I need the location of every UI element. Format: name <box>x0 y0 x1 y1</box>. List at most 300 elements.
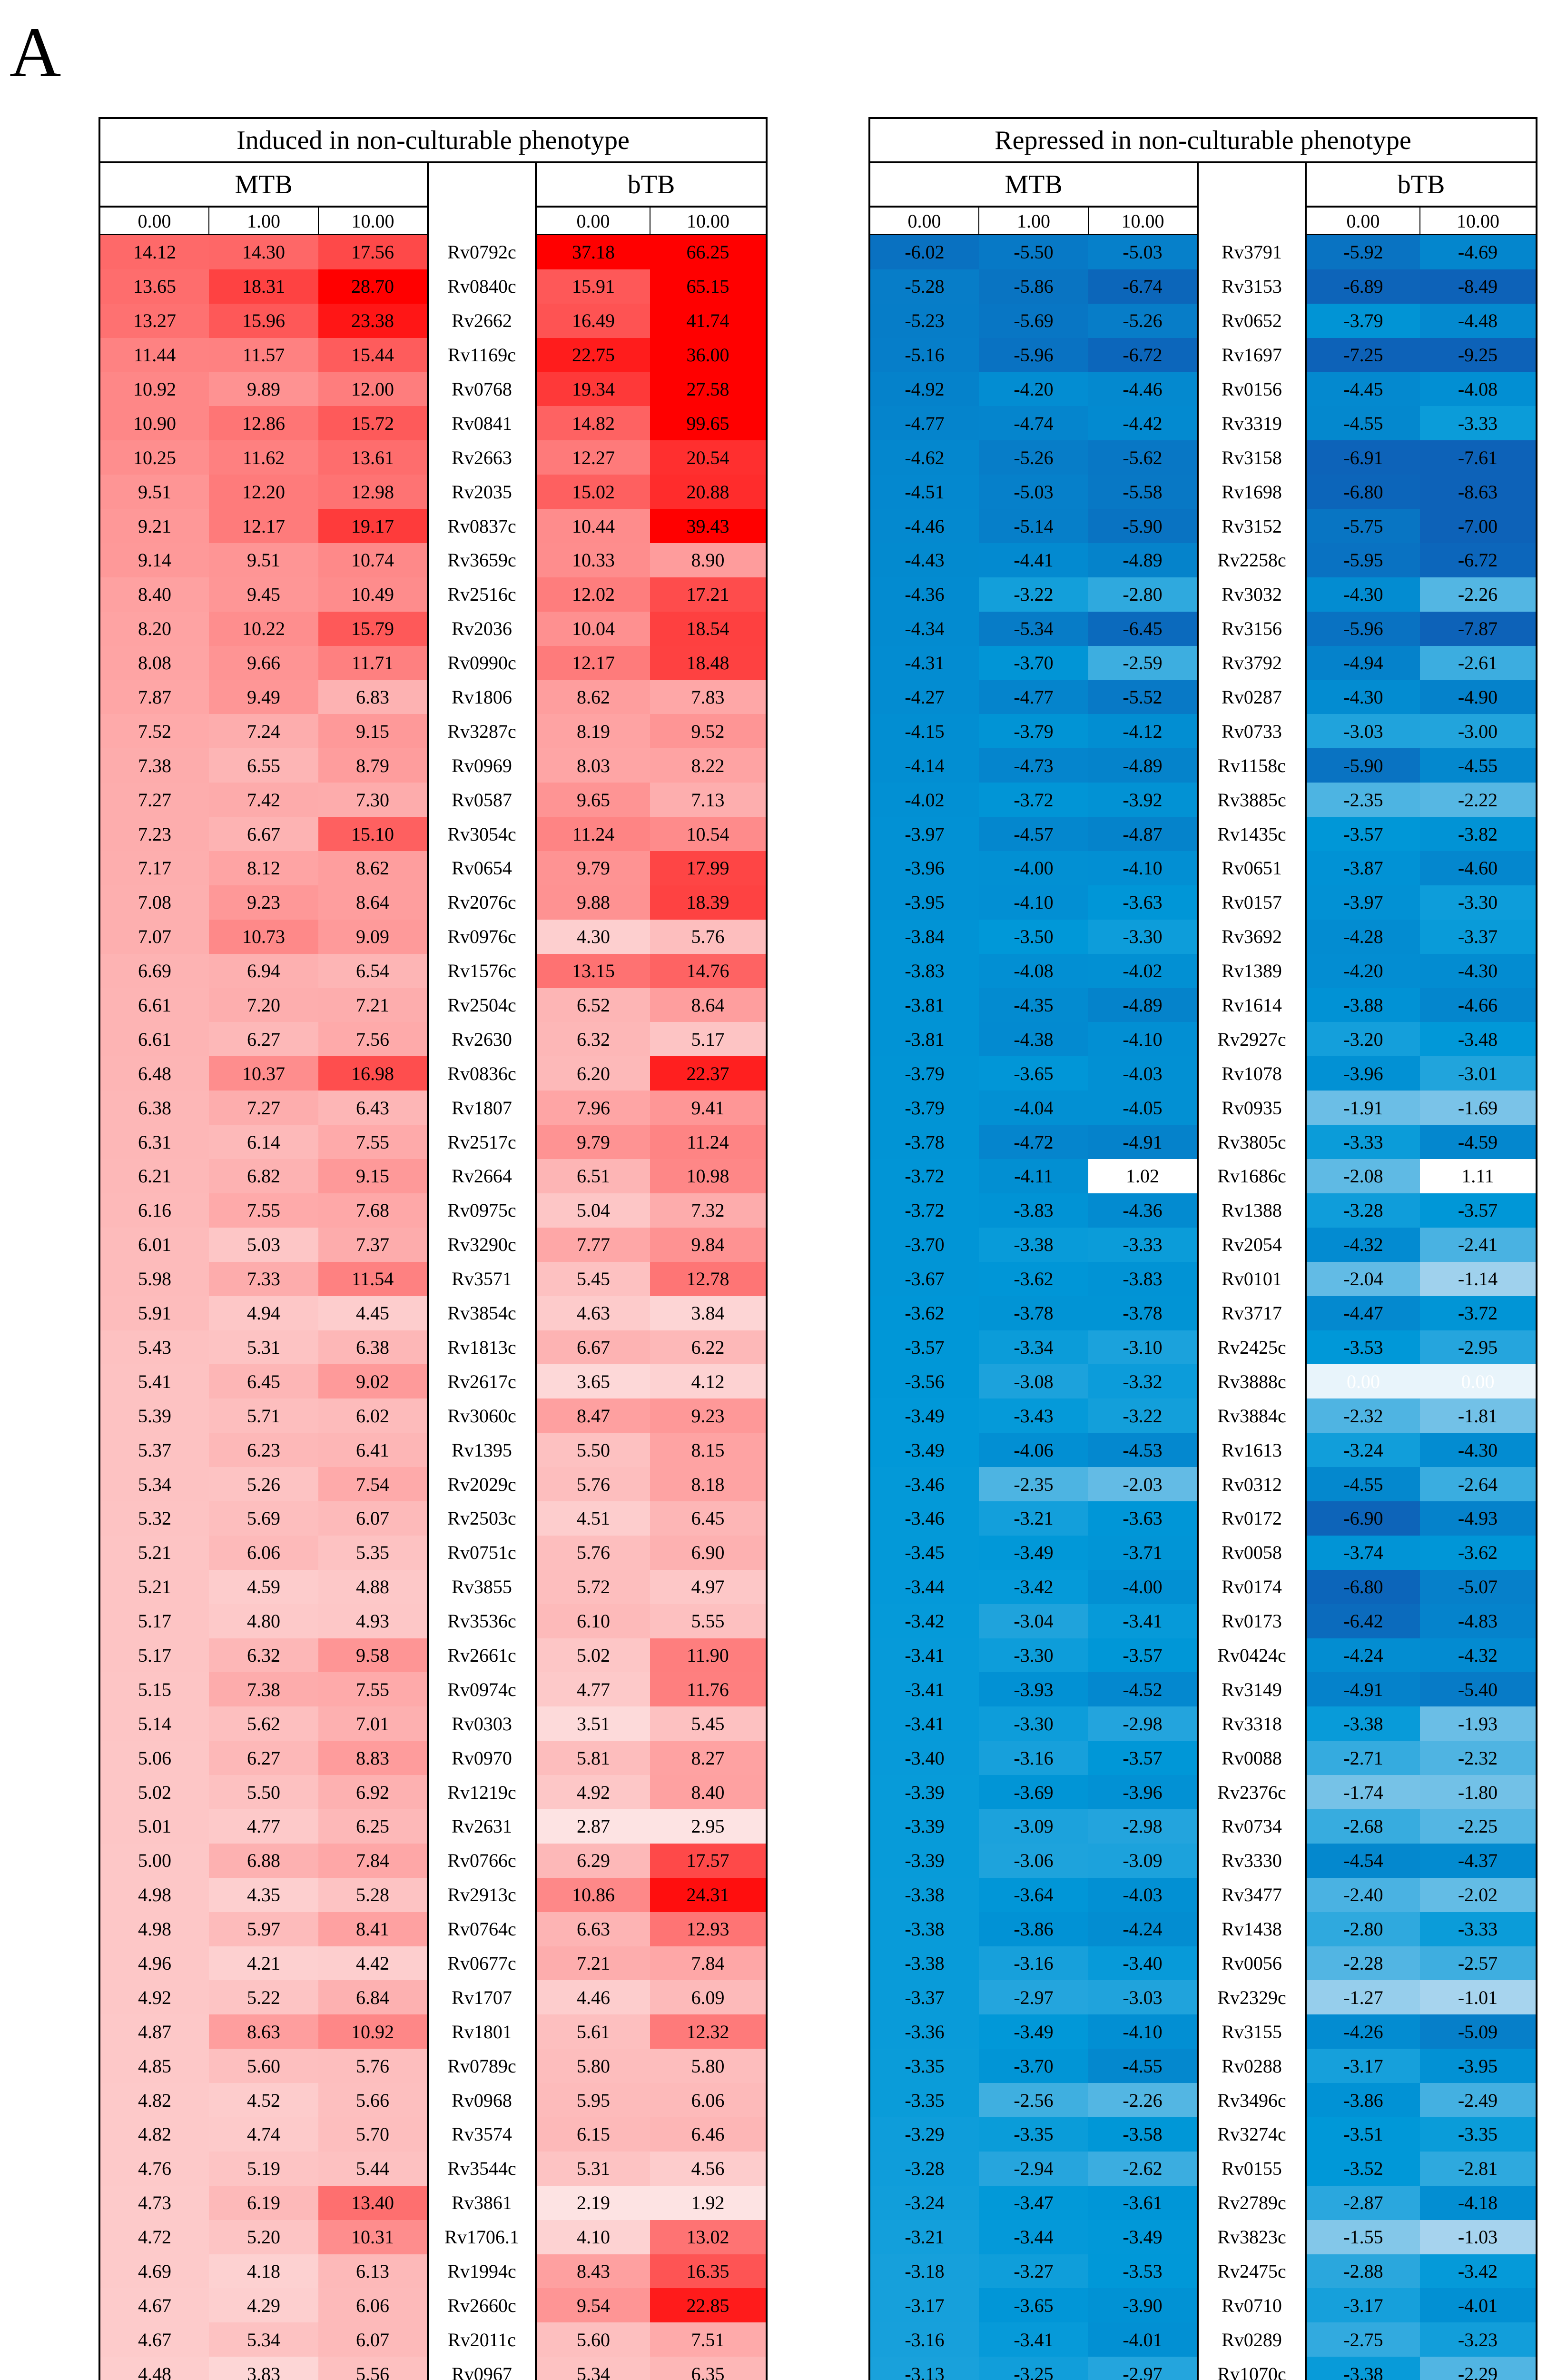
repressed-gene-cell: Rv3884c <box>1198 1398 1306 1433</box>
repressed-value-cell: -4.91 <box>1088 1125 1198 1159</box>
repressed-value-cell: -5.40 <box>1420 1672 1537 1706</box>
repressed-conc-mtb-2: 10.00 <box>1088 207 1198 235</box>
induced-rows <box>99 235 767 2380</box>
repressed-value-cell: -4.26 <box>1306 2014 1420 2049</box>
induced-value-cell: 4.42 <box>318 1946 428 1981</box>
repressed-value-cell: -2.26 <box>1420 577 1537 612</box>
repressed-value-cell: -4.34 <box>869 612 979 646</box>
repressed-value-cell: -3.30 <box>979 1638 1088 1673</box>
repressed-value-cell: -4.02 <box>869 783 979 817</box>
repressed-value-cell: -6.80 <box>1306 1570 1420 1604</box>
induced-row <box>99 1022 767 1056</box>
induced-row <box>99 1125 767 1159</box>
induced-gene-cell: Rv0792c <box>428 235 536 269</box>
induced-value-cell: 7.30 <box>318 783 428 817</box>
repressed-row <box>869 1775 1537 1809</box>
induced-value-cell: 7.55 <box>318 1125 428 1159</box>
repressed-value-cell: -4.10 <box>1088 2014 1198 2049</box>
induced-gene-cell: Rv1807 <box>428 1091 536 1125</box>
repressed-gene-cell: Rv1388 <box>1198 1193 1306 1228</box>
induced-value-cell: 9.54 <box>536 2288 650 2322</box>
induced-row <box>99 1809 767 1844</box>
repressed-value-cell: -3.30 <box>979 1706 1088 1741</box>
repressed-value-cell: -3.35 <box>869 2083 979 2117</box>
repressed-gene-cell: Rv3274c <box>1198 2117 1306 2152</box>
repressed-row <box>869 304 1537 338</box>
repressed-value-cell: -3.57 <box>1420 1193 1537 1228</box>
induced-value-cell: 13.65 <box>99 269 209 304</box>
repressed-value-cell: -8.63 <box>1420 475 1537 509</box>
repressed-value-cell: -4.69 <box>1420 235 1537 269</box>
repressed-value-cell: -6.80 <box>1306 475 1420 509</box>
induced-value-cell: 19.34 <box>536 372 650 407</box>
induced-value-cell: 5.04 <box>536 1193 650 1228</box>
induced-value-cell: 4.80 <box>209 1604 318 1638</box>
repressed-value-cell: 0.00 <box>1306 1364 1420 1398</box>
induced-value-cell: 10.37 <box>209 1056 318 1091</box>
repressed-rows <box>869 235 1537 2380</box>
induced-value-cell: 41.74 <box>650 304 767 338</box>
induced-value-cell: 5.72 <box>536 1570 650 1604</box>
induced-gene-cell: Rv0976c <box>428 920 536 954</box>
repressed-value-cell: -3.53 <box>1088 2254 1198 2289</box>
induced-value-cell: 9.49 <box>209 680 318 714</box>
repressed-value-cell: -3.35 <box>979 2117 1088 2152</box>
repressed-gene-cell: Rv0056 <box>1198 1946 1306 1981</box>
repressed-row <box>869 1364 1537 1398</box>
induced-value-cell: 11.57 <box>209 338 318 372</box>
repressed-value-cell: -4.02 <box>1088 954 1198 988</box>
repressed-value-cell: -3.33 <box>1420 406 1537 440</box>
induced-value-cell: 8.15 <box>650 1433 767 1467</box>
repressed-row <box>869 1467 1537 1501</box>
induced-value-cell: 7.07 <box>99 920 209 954</box>
induced-row <box>99 748 767 783</box>
induced-value-cell: 8.62 <box>318 851 428 885</box>
repressed-row <box>869 269 1537 304</box>
repressed-value-cell: -3.63 <box>1088 885 1198 920</box>
repressed-value-cell: -3.16 <box>869 2322 979 2357</box>
induced-value-cell: 12.27 <box>536 440 650 475</box>
induced-value-cell: 5.45 <box>650 1706 767 1741</box>
repressed-value-cell: -4.53 <box>1088 1433 1198 1467</box>
repressed-value-cell: -4.27 <box>869 680 979 714</box>
induced-value-cell: 12.17 <box>536 646 650 680</box>
induced-gene-cell: Rv1806 <box>428 680 536 714</box>
repressed-value-cell: -2.81 <box>1420 2152 1537 2186</box>
repressed-value-cell: -4.03 <box>1088 1878 1198 1912</box>
induced-value-cell: 7.42 <box>209 783 318 817</box>
repressed-value-cell: -2.56 <box>979 2083 1088 2117</box>
induced-row <box>99 2014 767 2049</box>
induced-gene-cell: Rv3855 <box>428 1570 536 1604</box>
repressed-value-cell: -3.64 <box>979 1878 1088 1912</box>
repressed-gene-cell: Rv0156 <box>1198 372 1306 407</box>
repressed-gene-cell: Rv2054 <box>1198 1228 1306 1262</box>
induced-gene-cell: Rv2503c <box>428 1501 536 1536</box>
repressed-gene-cell: Rv0935 <box>1198 1091 1306 1125</box>
repressed-value-cell: -2.22 <box>1420 783 1537 817</box>
induced-value-cell: 4.72 <box>99 2220 209 2254</box>
induced-gene-cell: Rv0751c <box>428 1536 536 1570</box>
repressed-value-cell: -3.79 <box>869 1091 979 1125</box>
induced-value-cell: 7.33 <box>209 1262 318 1296</box>
induced-value-cell: 4.59 <box>209 1570 318 1604</box>
repressed-value-cell: -3.17 <box>869 2288 979 2322</box>
induced-value-cell: 65.15 <box>650 269 767 304</box>
induced-value-cell: 24.31 <box>650 1878 767 1912</box>
repressed-row <box>869 2152 1537 2186</box>
repressed-value-cell: -3.42 <box>979 1570 1088 1604</box>
repressed-row <box>869 1433 1537 1467</box>
repressed-gene-cell: Rv2425c <box>1198 1330 1306 1365</box>
repressed-gene-cell: Rv0157 <box>1198 885 1306 920</box>
repressed-gene-cell: Rv0651 <box>1198 851 1306 885</box>
repressed-value-cell: -2.61 <box>1420 646 1537 680</box>
repressed-value-cell: -3.36 <box>869 2014 979 2049</box>
repressed-row <box>869 440 1537 475</box>
induced-gene-cell: Rv2664 <box>428 1159 536 1193</box>
repressed-value-cell: -3.38 <box>1306 1706 1420 1741</box>
repressed-row <box>869 1741 1537 1775</box>
repressed-value-cell: -3.81 <box>869 1022 979 1056</box>
induced-value-cell: 6.15 <box>536 2117 650 2152</box>
repressed-gene-cell: Rv2258c <box>1198 543 1306 577</box>
induced-value-cell: 6.67 <box>536 1330 650 1365</box>
induced-row <box>99 1364 767 1398</box>
repressed-value-cell: -3.24 <box>869 2186 979 2220</box>
induced-gene-cell: Rv0840c <box>428 269 536 304</box>
repressed-value-cell: -4.30 <box>1306 680 1420 714</box>
induced-value-cell: 8.40 <box>99 577 209 612</box>
induced-value-cell: 17.99 <box>650 851 767 885</box>
induced-value-cell: 6.32 <box>209 1638 318 1673</box>
repressed-gene-cell: Rv3888c <box>1198 1364 1306 1398</box>
induced-value-cell: 6.83 <box>318 680 428 714</box>
repressed-value-cell: -3.49 <box>869 1398 979 1433</box>
repressed-value-cell: -3.40 <box>869 1741 979 1775</box>
induced-value-cell: 10.44 <box>536 509 650 543</box>
induced-row <box>99 2152 767 2186</box>
induced-value-cell: 7.84 <box>318 1844 428 1878</box>
repressed-gene-cell: Rv2376c <box>1198 1775 1306 1809</box>
repressed-gene-cell: Rv2789c <box>1198 2186 1306 2220</box>
repressed-value-cell: -4.55 <box>1306 406 1420 440</box>
induced-value-cell: 4.96 <box>99 1946 209 1981</box>
repressed-value-cell: -3.27 <box>979 2254 1088 2289</box>
induced-row <box>99 1330 767 1365</box>
repressed-value-cell: -4.12 <box>1088 714 1198 748</box>
induced-value-cell: 20.54 <box>650 440 767 475</box>
induced-value-cell: 10.22 <box>209 612 318 646</box>
repressed-value-cell: -4.35 <box>979 988 1088 1022</box>
induced-value-cell: 5.17 <box>99 1638 209 1673</box>
induced-value-cell: 10.92 <box>318 2014 428 2049</box>
repressed-value-cell: -3.13 <box>869 2357 979 2380</box>
induced-value-cell: 12.32 <box>650 2014 767 2049</box>
repressed-value-cell: -3.95 <box>869 885 979 920</box>
repressed-value-cell: -2.59 <box>1088 646 1198 680</box>
induced-value-cell: 5.76 <box>536 1536 650 1570</box>
repressed-value-cell: -4.89 <box>1088 748 1198 783</box>
repressed-value-cell: -2.87 <box>1306 2186 1420 2220</box>
induced-value-cell: 6.55 <box>209 748 318 783</box>
repressed-gene-cell: Rv3496c <box>1198 2083 1306 2117</box>
repressed-value-cell: -2.49 <box>1420 2083 1537 2117</box>
induced-row <box>99 954 767 988</box>
induced-row <box>99 1706 767 1741</box>
induced-value-cell: 5.80 <box>650 2049 767 2083</box>
repressed-row <box>869 1980 1537 2014</box>
induced-value-cell: 7.52 <box>99 714 209 748</box>
repressed-value-cell: -1.27 <box>1306 1980 1420 2014</box>
repressed-value-cell: -7.87 <box>1420 612 1537 646</box>
repressed-gene-cell: Rv0733 <box>1198 714 1306 748</box>
repressed-value-cell: -4.01 <box>1420 2288 1537 2322</box>
induced-value-cell: 8.83 <box>318 1741 428 1775</box>
induced-gene-cell: Rv1813c <box>428 1330 536 1365</box>
induced-value-cell: 5.62 <box>209 1706 318 1741</box>
induced-gene-cell: Rv2913c <box>428 1878 536 1912</box>
induced-value-cell: 7.54 <box>318 1467 428 1501</box>
repressed-value-cell: -4.54 <box>1306 1844 1420 1878</box>
induced-value-cell: 7.84 <box>650 1946 767 1981</box>
induced-value-cell: 6.23 <box>209 1433 318 1467</box>
repressed-value-cell: -3.86 <box>979 1912 1088 1946</box>
induced-row <box>99 1570 767 1604</box>
repressed-value-cell: -3.33 <box>1306 1125 1420 1159</box>
induced-value-cell: 4.18 <box>209 2254 318 2289</box>
repressed-value-cell: -3.79 <box>869 1056 979 1091</box>
repressed-value-cell: -1.93 <box>1420 1706 1537 1741</box>
repressed-heatmap-table <box>868 117 1537 2380</box>
repressed-value-cell: -5.58 <box>1088 475 1198 509</box>
induced-value-cell: 12.86 <box>209 406 318 440</box>
induced-value-cell: 8.18 <box>650 1467 767 1501</box>
induced-value-cell: 5.98 <box>99 1262 209 1296</box>
repressed-value-cell: -3.70 <box>869 1228 979 1262</box>
repressed-value-cell: -2.88 <box>1306 2254 1420 2289</box>
repressed-gene-cell: Rv1686c <box>1198 1159 1306 1193</box>
repressed-gene-cell: Rv3149 <box>1198 1672 1306 1706</box>
induced-value-cell: 12.20 <box>209 475 318 509</box>
repressed-value-cell: -3.22 <box>1088 1398 1198 1433</box>
repressed-value-cell: -2.62 <box>1088 2152 1198 2186</box>
induced-row <box>99 1741 767 1775</box>
repressed-value-cell: -3.17 <box>1306 2049 1420 2083</box>
repressed-gene-cell: Rv3032 <box>1198 577 1306 612</box>
induced-gene-cell: Rv2035 <box>428 475 536 509</box>
induced-value-cell: 10.86 <box>536 1878 650 1912</box>
repressed-row <box>869 1501 1537 1536</box>
induced-row <box>99 1912 767 1946</box>
induced-value-cell: 5.21 <box>99 1570 209 1604</box>
induced-value-cell: 39.43 <box>650 509 767 543</box>
repressed-row <box>869 2014 1537 2049</box>
induced-value-cell: 9.41 <box>650 1091 767 1125</box>
induced-value-cell: 15.02 <box>536 475 650 509</box>
repressed-value-cell: -1.14 <box>1420 1262 1537 1296</box>
repressed-value-cell: -2.94 <box>979 2152 1088 2186</box>
repressed-value-cell: -4.92 <box>869 372 979 407</box>
induced-value-cell: 5.19 <box>209 2152 318 2186</box>
repressed-value-cell: -3.06 <box>979 1844 1088 1878</box>
induced-value-cell: 5.39 <box>99 1398 209 1433</box>
repressed-row <box>869 1912 1537 1946</box>
repressed-value-cell: -3.74 <box>1306 1536 1420 1570</box>
repressed-value-cell: -2.98 <box>1088 1809 1198 1844</box>
repressed-row <box>869 1809 1537 1844</box>
repressed-value-cell: -3.78 <box>1088 1296 1198 1330</box>
induced-value-cell: 9.79 <box>536 1125 650 1159</box>
induced-value-cell: 5.35 <box>318 1536 428 1570</box>
induced-value-cell: 5.32 <box>99 1501 209 1536</box>
repressed-value-cell: -3.35 <box>869 2049 979 2083</box>
induced-value-cell: 4.88 <box>318 1570 428 1604</box>
induced-value-cell: 8.63 <box>209 2014 318 2049</box>
repressed-value-cell: -3.83 <box>979 1193 1088 1228</box>
induced-value-cell: 5.17 <box>650 1022 767 1056</box>
repressed-value-cell: -3.08 <box>979 1364 1088 1398</box>
induced-gene-cell: Rv1576c <box>428 954 536 988</box>
induced-row <box>99 1501 767 1536</box>
repressed-value-cell: -4.45 <box>1306 372 1420 407</box>
repressed-value-cell: -4.32 <box>1420 1638 1537 1673</box>
repressed-conc-btb-1: 10.00 <box>1420 207 1537 235</box>
induced-gene-cell: Rv2661c <box>428 1638 536 1673</box>
repressed-gene-cell: Rv0287 <box>1198 680 1306 714</box>
repressed-row <box>869 1228 1537 1262</box>
repressed-value-cell: -2.97 <box>1088 2357 1198 2380</box>
induced-value-cell: 5.71 <box>209 1398 318 1433</box>
repressed-conc-mtb-0: 0.00 <box>869 207 979 235</box>
induced-value-cell: 9.84 <box>650 1228 767 1262</box>
induced-value-cell: 4.94 <box>209 1296 318 1330</box>
induced-row <box>99 1844 767 1878</box>
induced-value-cell: 8.90 <box>650 543 767 577</box>
induced-value-cell: 6.14 <box>209 1125 318 1159</box>
induced-value-cell: 5.00 <box>99 1844 209 1878</box>
repressed-value-cell: -3.65 <box>979 1056 1088 1091</box>
induced-value-cell: 13.40 <box>318 2186 428 2220</box>
repressed-value-cell: -3.34 <box>979 1330 1088 1365</box>
induced-row <box>99 2083 767 2117</box>
repressed-value-cell: -4.57 <box>979 817 1088 851</box>
induced-row <box>99 988 767 1022</box>
repressed-row <box>869 1536 1537 1570</box>
induced-value-cell: 11.24 <box>536 817 650 851</box>
repressed-value-cell: -3.49 <box>979 2014 1088 2049</box>
induced-value-cell: 4.67 <box>99 2322 209 2357</box>
repressed-row <box>869 2083 1537 2117</box>
induced-value-cell: 36.00 <box>650 338 767 372</box>
repressed-value-cell: -3.47 <box>979 2186 1088 2220</box>
induced-value-cell: 6.22 <box>650 1330 767 1365</box>
induced-value-cell: 14.30 <box>209 235 318 269</box>
repressed-value-cell: -3.63 <box>1088 1501 1198 1536</box>
repressed-value-cell: -6.72 <box>1420 543 1537 577</box>
induced-row <box>99 1775 767 1809</box>
repressed-value-cell: -5.62 <box>1088 440 1198 475</box>
repressed-row <box>869 1159 1537 1193</box>
induced-row <box>99 680 767 714</box>
induced-value-cell: 15.72 <box>318 406 428 440</box>
repressed-value-cell: -6.74 <box>1088 269 1198 304</box>
repressed-row <box>869 372 1537 407</box>
induced-value-cell: 5.31 <box>536 2152 650 2186</box>
repressed-gene-cell: Rv0312 <box>1198 1467 1306 1501</box>
repressed-value-cell: -4.42 <box>1088 406 1198 440</box>
induced-value-cell: 5.17 <box>99 1604 209 1638</box>
induced-value-cell: 9.09 <box>318 920 428 954</box>
repressed-value-cell: -4.46 <box>869 509 979 543</box>
induced-value-cell: 6.88 <box>209 1844 318 1878</box>
repressed-value-cell: -3.03 <box>1306 714 1420 748</box>
repressed-value-cell: -3.04 <box>979 1604 1088 1638</box>
repressed-value-cell: -3.92 <box>1088 783 1198 817</box>
repressed-value-cell: -5.92 <box>1306 235 1420 269</box>
repressed-gene-cell: Rv1614 <box>1198 988 1306 1022</box>
induced-value-cell: 9.23 <box>650 1398 767 1433</box>
repressed-value-cell: -3.41 <box>869 1706 979 1741</box>
repressed-value-cell: -3.41 <box>1088 1604 1198 1638</box>
induced-value-cell: 7.83 <box>650 680 767 714</box>
induced-row <box>99 543 767 577</box>
repressed-value-cell: -3.29 <box>869 2117 979 2152</box>
induced-conc-mtb-0: 0.00 <box>99 207 209 235</box>
induced-gene-cell: Rv3854c <box>428 1296 536 1330</box>
repressed-value-cell: -5.23 <box>869 304 979 338</box>
induced-value-cell: 12.98 <box>318 475 428 509</box>
repressed-value-cell: -4.18 <box>1420 2186 1537 2220</box>
induced-value-cell: 4.51 <box>536 1501 650 1536</box>
repressed-value-cell: -3.42 <box>869 1604 979 1638</box>
repressed-value-cell: -1.69 <box>1420 1091 1537 1125</box>
repressed-value-cell: -3.10 <box>1088 1330 1198 1365</box>
induced-row <box>99 646 767 680</box>
induced-value-cell: 6.07 <box>318 2322 428 2357</box>
repressed-value-cell: -3.41 <box>869 1638 979 1673</box>
induced-value-cell: 28.70 <box>318 269 428 304</box>
repressed-value-cell: -2.57 <box>1420 1946 1537 1981</box>
induced-row <box>99 612 767 646</box>
repressed-value-cell: -7.61 <box>1420 440 1537 475</box>
repressed-value-cell: -4.77 <box>869 406 979 440</box>
induced-value-cell: 13.27 <box>99 304 209 338</box>
induced-row <box>99 475 767 509</box>
repressed-gene-cell: Rv3717 <box>1198 1296 1306 1330</box>
induced-value-cell: 7.01 <box>318 1706 428 1741</box>
induced-value-cell: 4.73 <box>99 2186 209 2220</box>
induced-value-cell: 6.61 <box>99 988 209 1022</box>
induced-gene-cell: Rv0764c <box>428 1912 536 1946</box>
induced-row <box>99 1946 767 1981</box>
repressed-value-cell: -3.49 <box>1088 2220 1198 2254</box>
repressed-row <box>869 543 1537 577</box>
induced-row <box>99 1980 767 2014</box>
induced-gene-cell: Rv0677c <box>428 1946 536 1981</box>
induced-value-cell: 5.55 <box>650 1604 767 1638</box>
repressed-value-cell: -3.78 <box>979 1296 1088 1330</box>
induced-value-cell: 5.60 <box>536 2322 650 2357</box>
repressed-value-cell: -6.89 <box>1306 269 1420 304</box>
induced-row <box>99 1056 767 1091</box>
induced-value-cell: 5.91 <box>99 1296 209 1330</box>
repressed-value-cell: -5.26 <box>1088 304 1198 338</box>
induced-value-cell: 9.23 <box>209 885 318 920</box>
induced-value-cell: 4.97 <box>650 1570 767 1604</box>
repressed-gene-cell: Rv1435c <box>1198 817 1306 851</box>
